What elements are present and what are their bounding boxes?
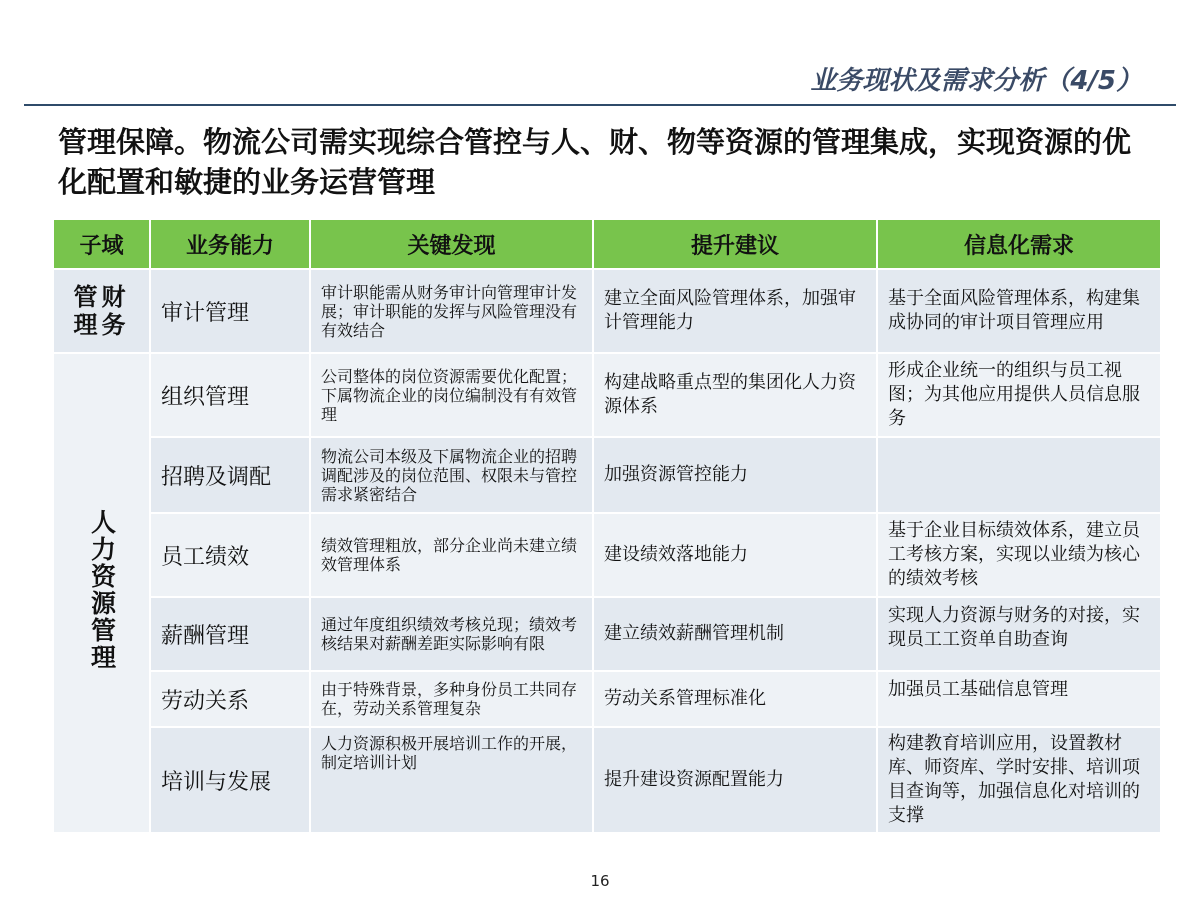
suggestion-cell: 加强资源管控能力 bbox=[593, 437, 877, 513]
need-cell: 加强员工基础信息管理 bbox=[877, 671, 1161, 727]
suggestion-cell: 劳动关系管理标准化 bbox=[593, 671, 877, 727]
slide-headline: 管理保障。物流公司需实现综合管控与人、财、物等资源的管理集成，实现资源的优化配置和敏捷的业务运营管理 bbox=[58, 125, 1132, 199]
capability-cell: 劳动关系 bbox=[150, 671, 310, 727]
finding-cell: 由于特殊背景，多种身份员工共同存在，劳动关系管理复杂 bbox=[310, 671, 593, 727]
header-divider bbox=[24, 104, 1176, 106]
finding-cell: 人力资源积极开展培训工作的开展，制定培训计划 bbox=[310, 727, 593, 833]
need-cell: 构建教育培训应用，设置教材库、师资库、学时安排、培训项目查询等，加强信息化对培训的支撑 bbox=[877, 727, 1161, 833]
table-row bbox=[53, 597, 1161, 671]
capability-cell: 招聘及调配 bbox=[150, 437, 310, 513]
table-row bbox=[53, 269, 1161, 353]
column-header-capability: 业务能力 bbox=[150, 219, 310, 269]
column-header-subdomain: 子域 bbox=[53, 219, 150, 269]
capability-cell: 组织管理 bbox=[150, 353, 310, 437]
finding-cell: 物流公司本级及下属物流企业的招聘调配涉及的岗位范围、权限未与管控需求紧密结合 bbox=[310, 437, 593, 513]
section-title: 业务现状及需求分析（4/5） bbox=[810, 66, 1142, 96]
subdomain-cell bbox=[53, 269, 150, 353]
suggestion-cell: 建立绩效薪酬管理机制 bbox=[593, 597, 877, 671]
finding-cell: 审计职能需从财务审计向管理审计发展；审计职能的发挥与风险管理没有有效结合 bbox=[310, 269, 593, 353]
column-header-it-needs: 信息化需求 bbox=[877, 219, 1161, 269]
need-cell: 形成企业统一的组织与员工视图；为其他应用提供人员信息服务 bbox=[877, 353, 1161, 437]
finding-cell: 通过年度组织绩效考核兑现；绩效考核结果对薪酬差距实际影响有限 bbox=[310, 597, 593, 671]
capability-cell: 培训与发展 bbox=[150, 727, 310, 833]
subdomain-finance-label: 管财理务 bbox=[73, 283, 130, 339]
table-row bbox=[53, 513, 1161, 597]
subdomain-label bbox=[64, 283, 139, 339]
table-row bbox=[53, 437, 1161, 513]
suggestion-cell: 建设绩效落地能力 bbox=[593, 513, 877, 597]
subdomain-cell bbox=[53, 353, 150, 833]
suggestion-cell: 建立全面风险管理体系，加强审计管理能力 bbox=[593, 269, 877, 353]
column-header-suggestions: 提升建议 bbox=[593, 219, 877, 269]
need-cell: 基于企业目标绩效体系，建立员工考核方案，实现以业绩为核心的绩效考核 bbox=[877, 513, 1161, 597]
column-header-findings: 关键发现 bbox=[310, 219, 593, 269]
capability-cell: 员工绩效 bbox=[150, 513, 310, 597]
table-header-row bbox=[53, 219, 1161, 269]
table-row bbox=[53, 727, 1161, 833]
table-row bbox=[53, 671, 1161, 727]
suggestion-cell: 构建战略重点型的集团化人力资源体系 bbox=[593, 353, 877, 437]
need-cell: 基于全面风险管理体系，构建集成协同的审计项目管理应用 bbox=[877, 269, 1161, 353]
subdomain-hr-label: 人力资源管理 bbox=[87, 509, 117, 671]
page-number: 16 bbox=[590, 872, 610, 890]
capability-cell: 审计管理 bbox=[150, 269, 310, 353]
need-cell: 实现人力资源与财务的对接，实现员工工资单自助查询 bbox=[877, 597, 1161, 671]
capability-cell: 薪酬管理 bbox=[150, 597, 310, 671]
need-cell bbox=[877, 437, 1161, 513]
analysis-table bbox=[52, 218, 1162, 834]
finding-cell: 公司整体的岗位资源需要优化配置；下属物流企业的岗位编制没有有效管理 bbox=[310, 353, 593, 437]
finding-cell: 绩效管理粗放，部分企业尚未建立绩效管理体系 bbox=[310, 513, 593, 597]
table-row bbox=[53, 353, 1161, 437]
suggestion-cell: 提升建设资源配置能力 bbox=[593, 727, 877, 833]
